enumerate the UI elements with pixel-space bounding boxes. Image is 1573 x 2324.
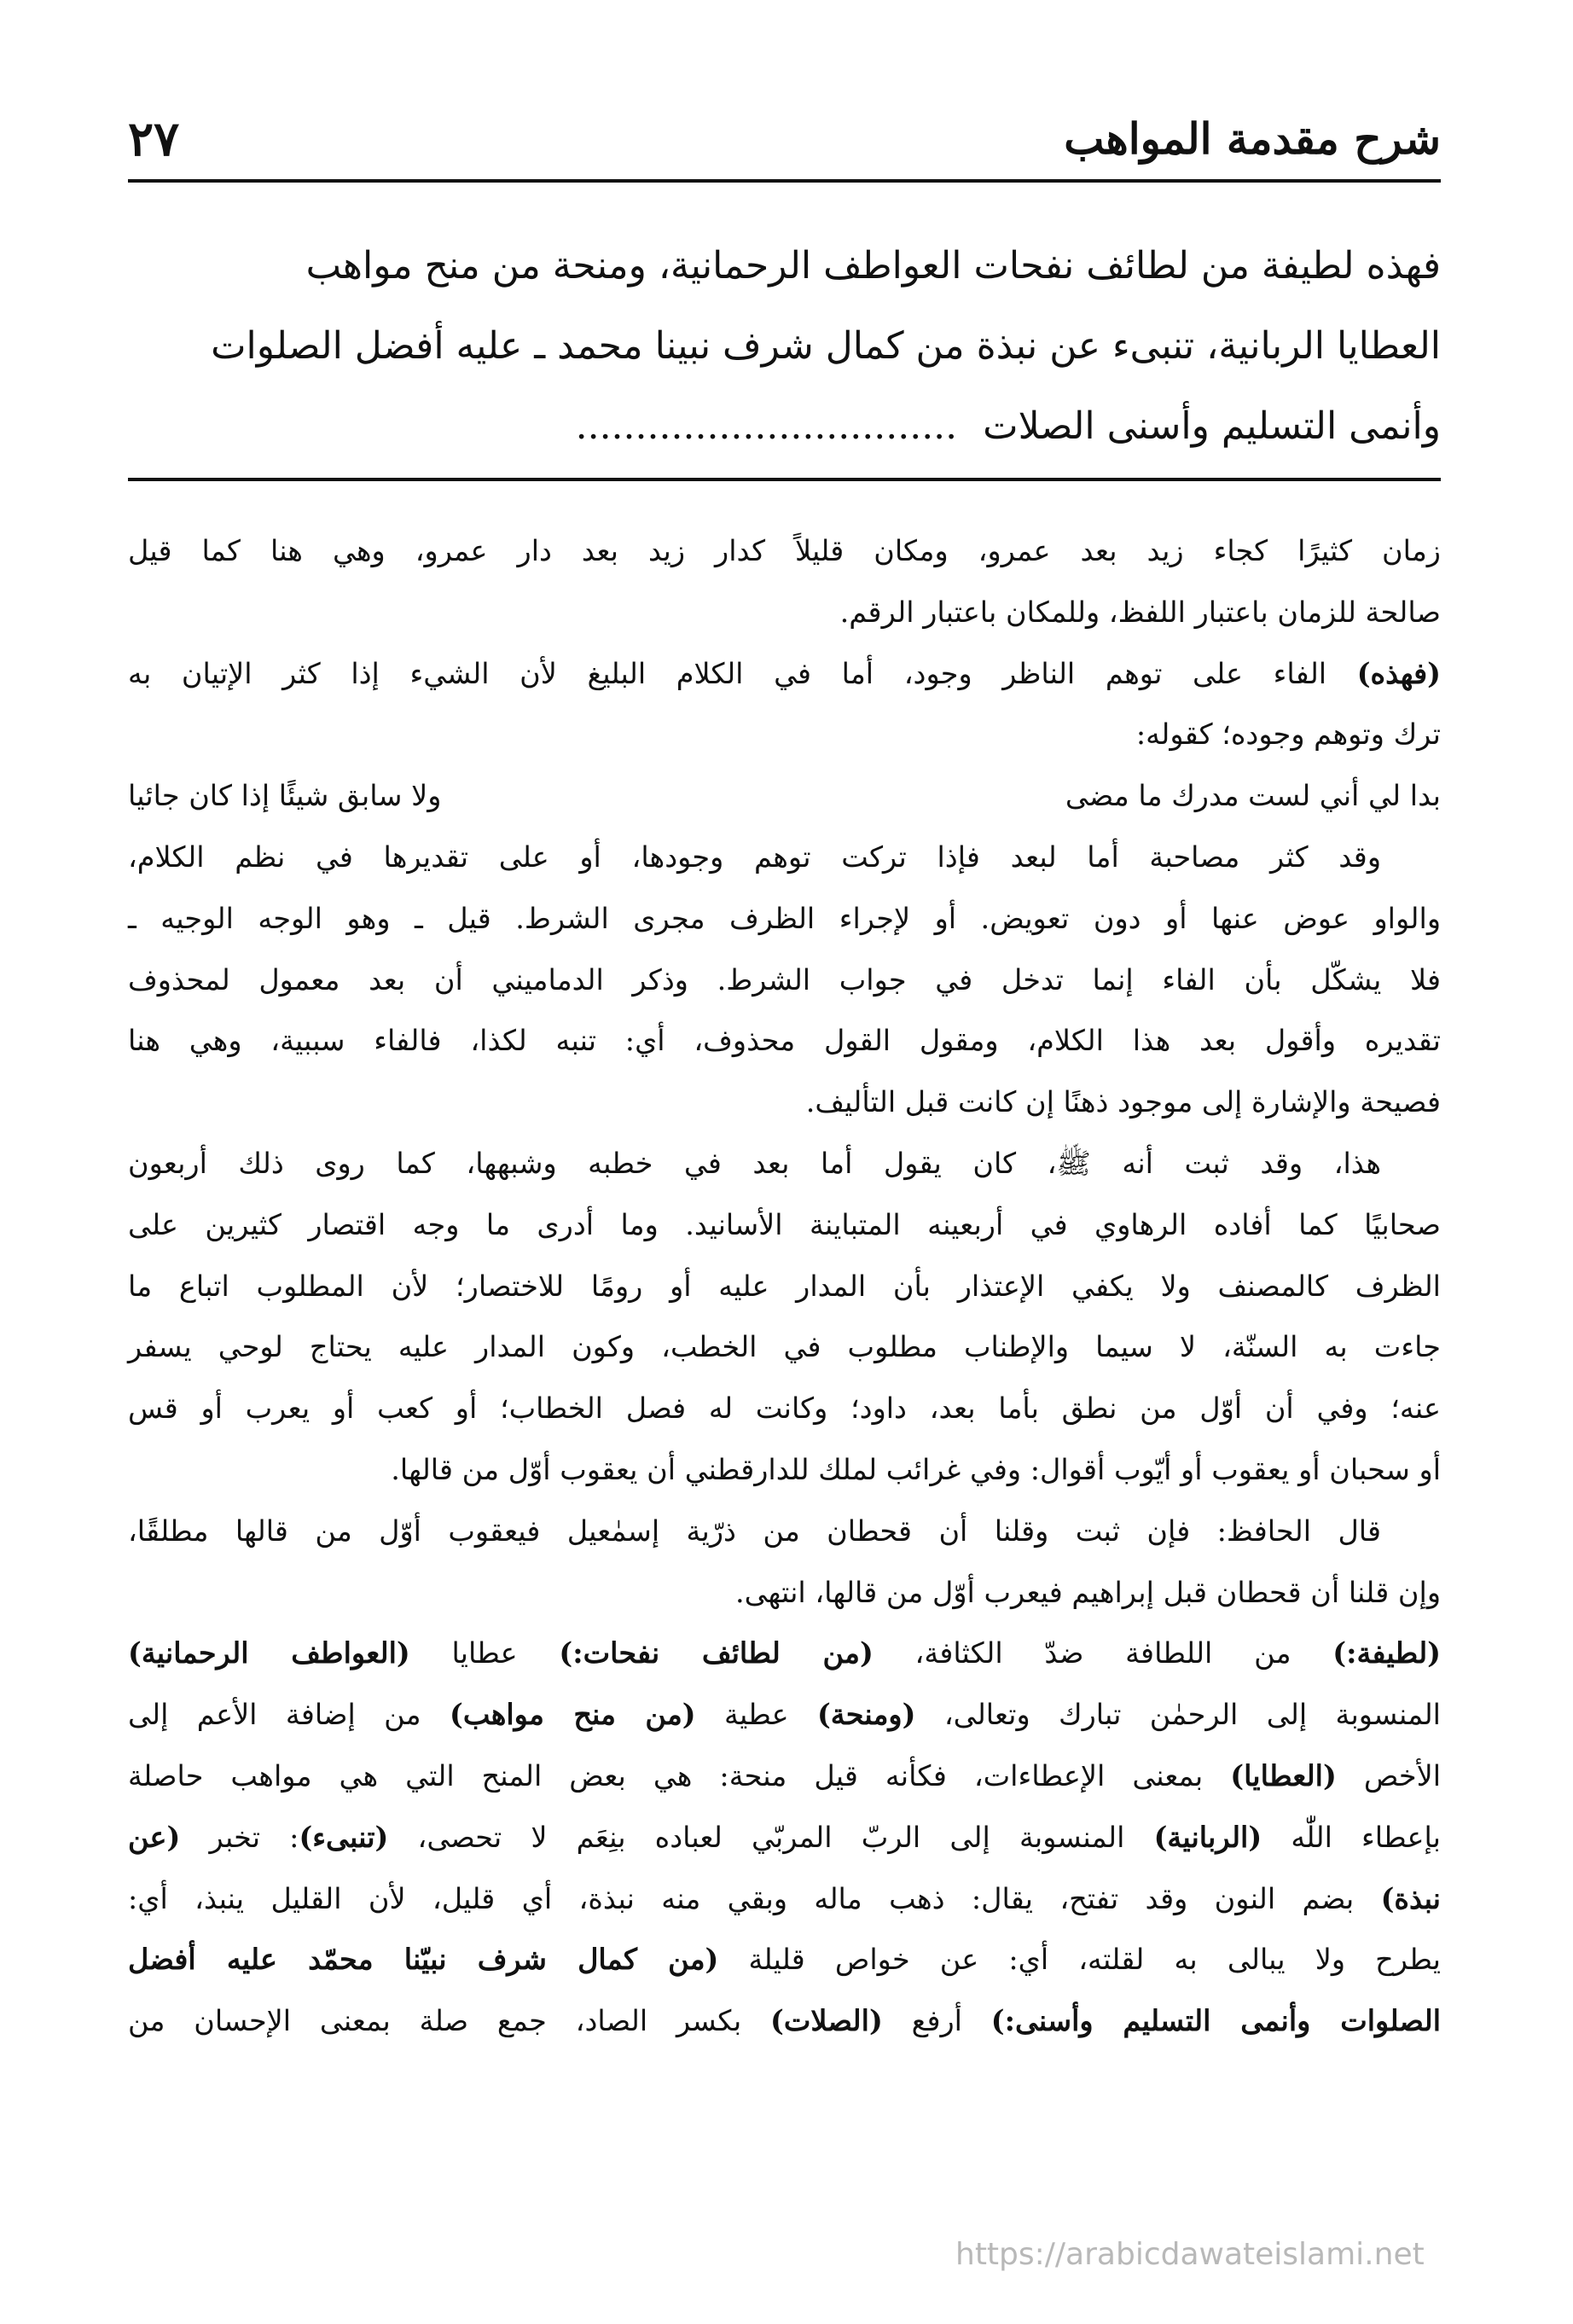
commentary-line (128, 888, 1441, 950)
watermark-url: https://arabicdawateislami.net (955, 2237, 1425, 2272)
commentary-line (128, 1807, 1441, 1868)
commentary-text: عطايا (409, 1636, 560, 1670)
commentary-line (128, 1684, 1441, 1746)
commentary-line (128, 1378, 1441, 1439)
commentary-line (128, 950, 1441, 1011)
commentary-text: صالحة للزمان باعتبار اللفظ، وللمكان باعتبار الرقم. (839, 595, 1441, 629)
commentary-line (128, 1316, 1441, 1378)
commentary-text: يطرح ولا يبالى به لقلته، أي: عن خواص قليلة (718, 1943, 1442, 1977)
commentary-line (128, 1562, 1441, 1624)
commentary-line (128, 1929, 1441, 1990)
commentary-line (128, 1194, 1441, 1256)
commentary-text: المنسوبة إلى الربّ المربّي لعباده بنِعَم لا تحصى، (388, 1820, 1154, 1854)
commentary-line (128, 1868, 1441, 1930)
lemma: (من كمال شرف نبيّنا محمّد عليه أفضل (128, 1943, 719, 1977)
commentary-text: جاءت به السنّة، لا سيما والإطناب مطلوب في الخطب، وكون المدار عليه يحتاج لوحي يسفر (128, 1330, 1441, 1364)
matn-text: وأنمى التسليم وأسنى الصلات (983, 404, 1441, 448)
commentary-text: بضم النون وقد تفتح، يقال: ذهب ماله وبقي منه نبذة، أي قليل، لأن القليل ينبذ، أي: (128, 1881, 1381, 1915)
commentary-text: عنه؛ وفي أن أوّل من نطق بأما بعد، داود؛ وكانت له فصل الخطاب؛ أو كعب أو يعرب أو قس (128, 1391, 1441, 1426)
commentary-line (128, 1072, 1441, 1133)
commentary-text: من إضافة الأعم إلى (128, 1698, 450, 1732)
page-header (128, 101, 1441, 177)
lemma: نبذة) (1380, 1881, 1441, 1915)
commentary-text: بإعطاء اللّٰه (1262, 1820, 1441, 1854)
lemma: (عن (128, 1820, 181, 1854)
lemma: (العواطف الرحمانية) (128, 1636, 410, 1670)
lemma: (من لطائف نفحات:) (559, 1636, 874, 1670)
commentary-text: زمان كثيرًا كجاء زيد بعد عمرو، ومكان قليلاً كدار زيد بعد دار عمرو، وهي هنا كما قيل (128, 534, 1441, 567)
commentary-text: والواو عوض عنها أو دون تعويض. أو لإجراء الظرف مجرى الشرط. قيل ـ وهو الوجه الوجيه ـ (128, 901, 1441, 935)
lemma: (الربانية) (1153, 1820, 1262, 1854)
commentary-text: عطية (695, 1698, 817, 1732)
page-number: ٢٧ (128, 111, 180, 167)
commentary-line (128, 520, 1441, 582)
commentary-text: تقديره وأقول بعد هذا الكلام، ومقول القول محذوف، أي: تنبه لكذا، فالفاء سببية، وهي هنا (128, 1024, 1441, 1058)
commentary-line (128, 1501, 1441, 1562)
commentary-text: وقد كثر مصاحبة أما لبعد فإذا تركت توهم وجودها، أو على تقديرها في نظم الكلام، (128, 840, 1381, 874)
commentary-line (128, 582, 1441, 643)
verse-hemistich-2: ولا سابق شيئًا إذا كان جائيا (128, 779, 442, 813)
matn-block (128, 226, 1441, 467)
commentary-text: أو سحبان أو يعقوب أو أيّوب أقوال: وفي غرائب لملك للدارقطني أن يعقوب أوّل من قالها. (391, 1452, 1441, 1486)
commentary-text: الفاء على توهم الناظر وجود، أما في الكلام البليغ لأن الشيء إذا كثر الإتيان به (128, 656, 1357, 690)
commentary-line (128, 827, 1441, 888)
commentary-line (128, 1439, 1441, 1501)
commentary-line (128, 1256, 1441, 1317)
commentary-text: هذا، وقد ثبت أنه ﷺ، كان يقول أما بعد في خطبه وشبهها، كما روى ذلك أربعون (128, 1146, 1381, 1180)
commentary-line (128, 704, 1441, 765)
header-rule (128, 179, 1441, 183)
commentary-text: ترك وتوهم وجوده؛ كقوله: (1135, 718, 1441, 752)
running-title: شرح مقدمة المواهب (1064, 113, 1441, 164)
lemma: (الصلات) (770, 2004, 883, 2038)
commentary-text: بمعنى الإعطاءات، فكأنه قيل منحة: هي بعض المنح التي هي مواهب حاصلة (128, 1758, 1231, 1792)
commentary-text: أرفع (882, 2004, 991, 2038)
commentary-line (128, 1010, 1441, 1072)
commentary-text: فصيحة والإشارة إلى موجود ذهنًا إن كانت قبل التأليف. (805, 1085, 1441, 1119)
commentary-text: بكسر الصاد، جمع صلة بمعنى الإحسان من (128, 2004, 770, 2038)
commentary-line (128, 1990, 1441, 2052)
matn-ellipsis: ................................ (575, 404, 958, 448)
matn-line: العطايا الربانية، تنبىء عن نبذة من كمال شرف نبينا محمد ـ عليه أفضل الصلوات (211, 324, 1441, 368)
matn-rule (128, 478, 1441, 481)
commentary-text: قال الحافظ: فإن ثبت وقلنا أن قحطان من ذرّية إسمٰعيل فيعقوب أوّل من قالها مطلقًا، (128, 1514, 1381, 1548)
lemma: (لطيفة:) (1332, 1636, 1442, 1670)
commentary-line (128, 643, 1441, 705)
commentary-text: صحابيًا كما أفاده الرهاوي في أربعينه المتباينة الأسانيد. وما أدرى ما وجه اقتصار كثيرين على (128, 1207, 1441, 1241)
lemma: (تنبىء) (299, 1820, 389, 1854)
commentary-line (128, 1623, 1441, 1684)
lemma: (العطايا) (1230, 1758, 1337, 1792)
commentary-text: المنسوبة إلى الرحمٰن تبارك وتعالى، (915, 1698, 1441, 1732)
commentary-text: : تخبر (180, 1820, 299, 1854)
lemma: (ومنحة) (816, 1698, 916, 1732)
commentary-text: وإن قلنا أن قحطان قبل إبراهيم فيعرب أوّل من قالها، انتهى. (734, 1575, 1441, 1609)
verse-hemistich-1: بدا لي أني لست مدرك ما مضى (1065, 779, 1441, 813)
commentary-line (128, 1746, 1441, 1807)
commentary-text: الظرف كالمصنف ولا يكفي الإعتذار بأن المدار عليه أو رومًا للاختصار؛ لأن المطلوب اتباع ما (128, 1269, 1441, 1303)
lemma: (فهذه) (1356, 656, 1441, 690)
verse-line (128, 765, 1441, 827)
lemma: الصلوات وأنمى التسليم وأسنى:) (990, 2004, 1441, 2038)
commentary-block (128, 520, 1441, 2052)
commentary-text: من اللطافة ضدّ الكثافة، (873, 1636, 1333, 1670)
commentary-text: الأخص (1336, 1758, 1442, 1792)
matn-line (128, 386, 1441, 467)
commentary-line (128, 1133, 1441, 1194)
lemma: (من منح مواهب) (449, 1698, 696, 1732)
matn-line: فهذه لطيفة من لطائف نفحات العواطف الرحمانية، ومنحة من منح مواهب (305, 244, 1441, 288)
commentary-text: فلا يشكّل بأن الفاء إنما تدخل في جواب الشرط. وذكر الدماميني أن بعد معمول لمحذوف (128, 962, 1441, 996)
